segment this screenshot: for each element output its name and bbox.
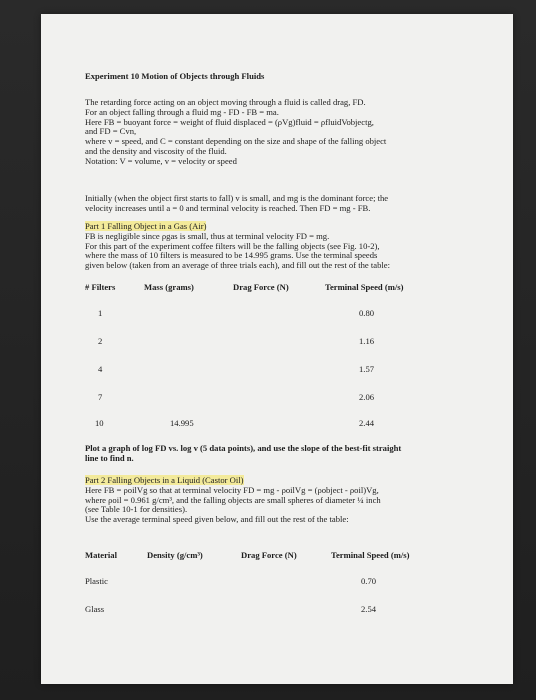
- table-row: [85, 308, 485, 320]
- intro-line: and the density and viscosity of the fluid.: [85, 145, 227, 156]
- col-speed: Terminal Speed (m/s): [325, 282, 404, 292]
- filters-cell: 1: [98, 308, 103, 318]
- filters-cell: 7: [98, 392, 103, 402]
- initial-paragraph: [85, 194, 495, 214]
- filters-cell: 10: [95, 418, 104, 428]
- material-cell: Plastic: [85, 576, 108, 586]
- part2-line: where ρoil = 0.961 g/cm³, and the falling objects are small spheres of diameter ¼ inch: [85, 494, 381, 505]
- part2-heading: Part 2 Falling Objects in a Liquid (Castor Oil): [85, 475, 244, 485]
- table-row: [85, 576, 485, 588]
- speed-cell: 1.16: [359, 336, 375, 346]
- col-speed: Terminal Speed (m/s): [331, 550, 410, 560]
- materials-table-header: [85, 550, 485, 562]
- initial-line: velocity increases until a = 0 and terminal velocity is reached. Then FD = mg - FB.: [85, 202, 371, 213]
- plot-line: line to find n.: [85, 452, 134, 463]
- intro-line: and FD = Cvn,: [85, 126, 137, 137]
- part1-line: For this part of the experiment coffee filters will be the falling objects (see Fig. 10-2),: [85, 240, 380, 251]
- filters-table-header: [85, 282, 485, 294]
- speed-cell: 2.44: [359, 418, 375, 428]
- table-row: [85, 604, 485, 616]
- speed-cell: 0.70: [361, 576, 377, 586]
- notation-line: Notation: V = volume, v = velocity or speed: [85, 155, 237, 166]
- speed-cell: 2.54: [361, 604, 377, 614]
- table-row: [85, 418, 485, 430]
- col-material: Material: [85, 550, 117, 560]
- part1-line: where the mass of 10 filters is measured to be 14.995 grams. Use the terminal speeds: [85, 250, 378, 261]
- part1-heading: Part 1 Falling Object in a Gas (Air): [85, 221, 207, 231]
- part1-line: FB is negligible since ρgas is small, thus at terminal velocity FD = mg.: [85, 230, 330, 241]
- col-filters: # Filters: [85, 282, 116, 292]
- col-drag: Drag Force (N): [233, 282, 289, 292]
- part2-line: Use the average terminal speed given below, and fill out the rest of the table:: [85, 514, 349, 525]
- initial-line: Initially (when the object first starts to fall) v is small, and mg is the dominant force; the: [85, 193, 389, 203]
- intro-line: The retarding force acting on an object moving through a fluid is called drag, FD.: [85, 97, 366, 107]
- intro-line: For an object falling through a fluid mg - FD - FB = ma.: [85, 106, 279, 117]
- plot-line: Plot a graph of log FD vs. log v (5 data points), and use the slope of the best-fit straight: [85, 443, 402, 453]
- col-density: Density (g/cm³): [147, 550, 203, 560]
- col-drag: Drag Force (N): [241, 550, 297, 560]
- part2-section: [85, 476, 495, 525]
- speed-cell: 1.57: [359, 364, 375, 374]
- part2-line: Here FB = ρoilVg so that at terminal velocity FD = mg - ρoilVg = (ρobject - ρoil)Vg,: [85, 484, 379, 495]
- intro-paragraph: [85, 98, 495, 167]
- part2-line: (see Table 10-1 for densities).: [85, 504, 188, 515]
- intro-line: Here FB = buoyant force = weight of fluid displaced = (ρVg)fluid = ρfluidVobjectg,: [85, 116, 374, 127]
- part1-section: [85, 222, 495, 271]
- filters-cell: 2: [98, 336, 103, 346]
- table-row: [85, 364, 485, 376]
- plot-instruction: [85, 444, 495, 464]
- filters-cell: 4: [98, 364, 103, 374]
- speed-cell: 2.06: [359, 392, 375, 402]
- material-cell: Glass: [85, 604, 105, 614]
- part1-line: given below (taken from an average of three trials each), and fill out the rest of the table:: [85, 260, 390, 271]
- table-row: [85, 336, 485, 348]
- speed-cell: 0.80: [359, 308, 375, 318]
- document-page: [41, 14, 513, 684]
- col-mass: Mass (grams): [144, 282, 194, 292]
- intro-line: where v = speed, and C = constant depending on the size and shape of the falling object: [85, 136, 387, 147]
- table-row: [85, 392, 485, 404]
- page-title: Experiment 10 Motion of Objects through Fluids: [85, 71, 265, 81]
- mass-cell: 14.995: [170, 418, 194, 428]
